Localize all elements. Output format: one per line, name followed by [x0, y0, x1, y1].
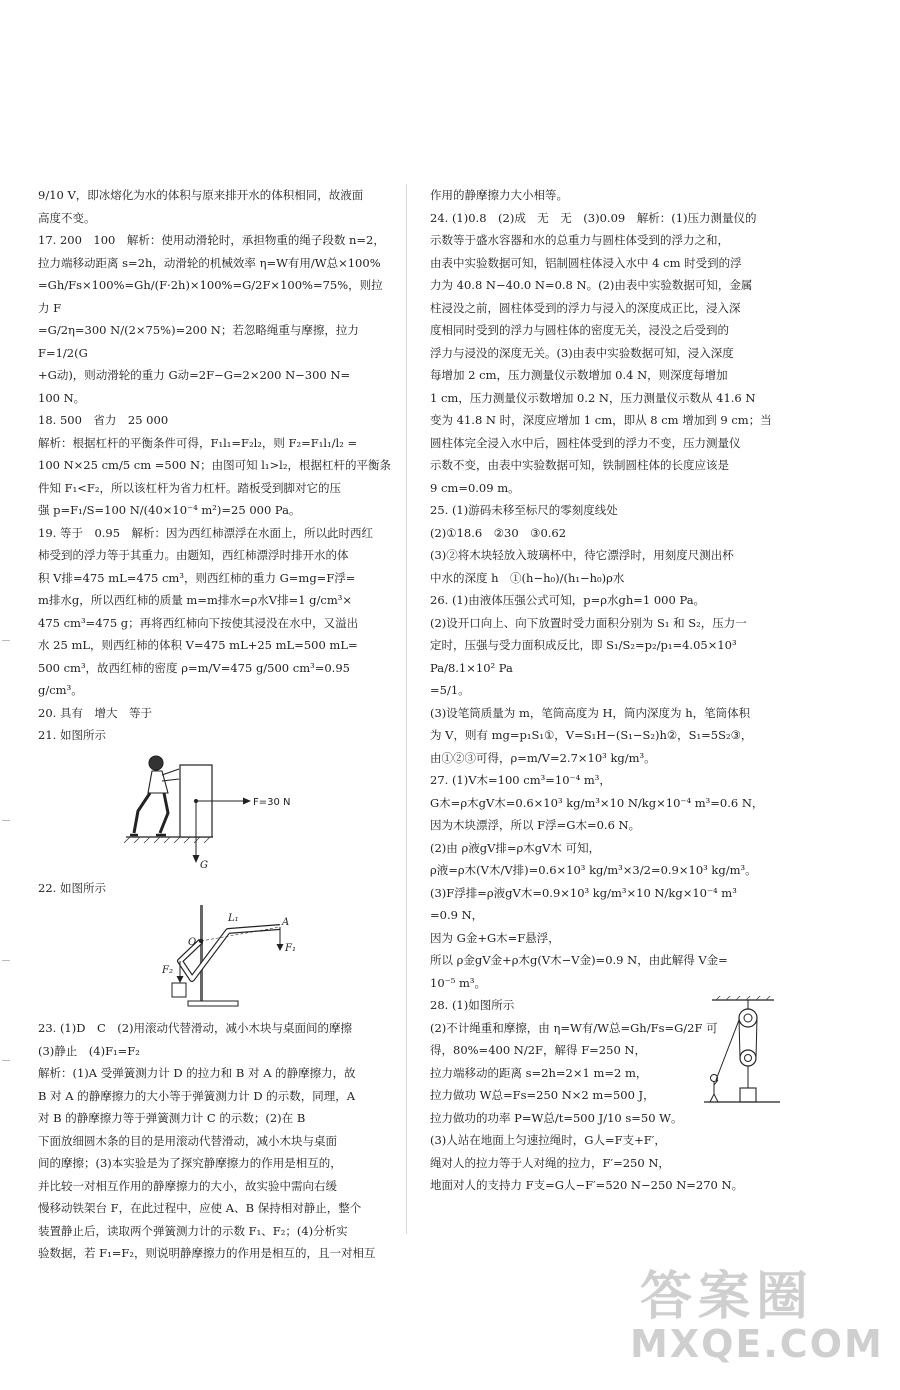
text-line: 示数等于盛水容器和水的总重力与圆柱体受到的浮力之和，	[430, 233, 729, 247]
text-line: (3)静止 (4)F₁=F₂	[38, 1043, 140, 1058]
text-line: (3)②将木块轻放入玻璃杯中，待它漂浮时，用刻度尺测出杯	[430, 548, 734, 562]
text-line: B 对 A 的静摩擦力的大小等于弹簧测力计 D 的示数，同理，A	[38, 1088, 356, 1103]
gravity-arrow-head	[193, 855, 200, 863]
text-line: 对 B 的静摩擦力等于弹簧测力计 C 的示数；(2)在 B	[38, 1111, 306, 1125]
text-line: m排水g，所以西红柿的质量 m=m排水=ρ水V排=1 g/cm³×	[38, 593, 353, 607]
text-line: 浮力与浸没的深度无关。(3)由表中实验数据可知，浸入深度	[430, 345, 734, 360]
text-line: 24. (1)0.8 (2)成 无 无 (3)0.09 解析：(1)压力测量仪的	[430, 210, 757, 225]
text-line: 件知 F₁<F₂，所以该杠杆为省力杠杆。踏板受到脚对它的压	[38, 480, 341, 495]
text-line: 18. 500 省力 25 000	[38, 413, 169, 427]
text-line: =0.9 N，	[430, 908, 484, 922]
text-line: 度相同时受到的浮力与圆柱体的密度无关，浸没之后受到的	[430, 323, 729, 337]
text-line: (3)人站在地面上匀速拉绳时，G人=F支+F′，	[430, 1133, 666, 1147]
text-line: 26. (1)由液体压强公式可知，p=ρ水gh=1 000 Pa。	[430, 593, 706, 607]
text-line: 变为 41.8 N 时，深度应增加 1 cm，即从 8 cm 增加到 9 cm；当	[430, 413, 772, 427]
text-line: =G/2η=300 N/(2×75%)=200 N；若忽略绳重与摩擦，拉力 F=1/2(G	[38, 323, 359, 360]
text-line: 21. 如图所示	[38, 728, 106, 742]
pivot-label: O	[188, 937, 197, 948]
text-line: 间的摩擦；(3)本实验是为了探究静摩擦力的作用是相互的，	[38, 1156, 342, 1170]
force-arrow-head	[243, 797, 251, 804]
binding-mark	[2, 1060, 10, 1061]
text-line: 力为 40.8 N−40.0 N=0.8 N。(2)由表中实验数据可知，金属	[430, 278, 753, 292]
text-line: 中水的深度 h ①(h−h₀)/(h₁−h₀)ρ水	[430, 570, 625, 585]
text-line: 拉力端移动距离 s=2h，动滑轮的机械效率 η=W有用/W总×100%	[38, 255, 381, 270]
text-line: 强 p=F₁/S=100 N/(40×10⁻⁴ m²)=25 000 Pa。	[38, 503, 301, 517]
watermark-url: MXQE.COM	[630, 1322, 884, 1366]
load-block	[740, 1088, 756, 1102]
text-line: 20. 具有 增大 等于	[38, 705, 152, 720]
binding-mark	[2, 820, 10, 821]
text-line: 因为 G金+G木=F悬浮，	[430, 930, 560, 945]
text-line: 9 cm=0.09 m。	[430, 480, 520, 495]
text-line: 25. (1)游码未移至标尺的零刻度线处	[430, 503, 618, 517]
text-line: (2)①18.6 ②30 ③0.62	[430, 525, 567, 540]
text-line: 解析：(1)A 受弹簧测力计 D 的拉力和 B 对 A 的静摩擦力，故	[38, 1066, 356, 1080]
figure-28-pulley-system	[702, 996, 782, 1108]
text-line: 由①②③可得，ρ=m/V=2.7×10³ kg/m³。	[430, 750, 656, 765]
rope-to-person	[716, 1020, 739, 1080]
text-line: 100 N×25 cm/5 cm =500 N；由图可知 l₁>l₂，根据杠杆的平衡条	[38, 458, 391, 472]
arm-l1-label: L₁	[228, 913, 239, 924]
f1-arrow-head	[277, 944, 284, 951]
text-line: ρ液=ρ木(V木/V排)=0.6×10³ kg/m³×3/2=0.9×10³ kg/m³。	[430, 863, 757, 877]
text-line: (2)由 ρ液gV排=ρ木gV木 可知，	[430, 840, 601, 855]
text-line: =Gh/Fs×100%=Gh/(F·2h)×100%=G/2F×100%=75%，则拉力 F	[38, 278, 383, 315]
text-line: 示数不变，由表中实验数据可知，铁制圆柱体的长度应该是	[430, 458, 729, 472]
text-line: 地面对人的支持力 F支=G人−F′=520 N−250 N=270 N。	[430, 1178, 744, 1192]
text-line: 慢移动铁架台 F，在此过程中，应使 A、B 保持相对静止，整个	[38, 1201, 362, 1215]
text-line: 1 cm，压力测量仪示数增加 0.2 N，压力测量仪示数从 41.6 N	[430, 390, 756, 405]
text-line: 并比较一对相互作用的静摩擦力的大小，故实验中需向右缓	[38, 1178, 337, 1193]
weight-block	[172, 983, 186, 997]
text-line: =5/1。	[430, 683, 470, 697]
movable-pulley	[740, 1050, 756, 1066]
stand-pole	[200, 905, 203, 1001]
text-line: 19. 等于 0.95 解析：因为西红柿漂浮在水面上，所以此时西红	[38, 525, 374, 540]
binding-mark	[2, 960, 10, 961]
figure-22	[38, 901, 393, 1011]
text-line: 柿受到的浮力等于其重力。由题知，西红柿漂浮时排开水的体	[38, 548, 349, 562]
text-line: 定时，压强与受力面积成反比，即 S₁/S₂=p₂/p₁=4.05×10³ Pa/8.1×10² Pa	[430, 638, 737, 675]
text-line: 22. 如图所示	[38, 880, 106, 895]
text-line: 拉力做功 W总=Fs=250 N×2 m=500 J，	[430, 1088, 655, 1102]
text-line: +G动)，则动滑轮的重力 G动=2F−G=2×200 N−300 N=	[38, 368, 351, 382]
text-line: 为 V，则有 mg=p₁S₁①，V=S₁H−(S₁−S₂)h②，S₁=5S₂③，	[430, 728, 753, 742]
text-line: 水 25 mL，则西红柿的体积 V=475 mL+25 mL=500 mL=	[38, 638, 358, 652]
figure-22-svg	[38, 901, 393, 1011]
watermark	[600, 1250, 890, 1380]
fixed-pulley	[739, 1009, 757, 1027]
text-line: 绳对人的拉力等于人对绳的拉力，F′=250 N，	[430, 1155, 670, 1170]
point-a-label: A	[282, 917, 290, 928]
text-line: (2)设开口向上、向下放置时受力面积分别为 S₁ 和 S₂，压力一	[430, 615, 747, 630]
force-label: F=30 N	[253, 796, 291, 808]
text-line: 500 cm³，故西红柿的密度 ρ=m/V=475 g/500 cm³=0.95 g/cm³。	[38, 660, 350, 697]
left-column	[38, 184, 393, 1265]
f2-arrow-head	[177, 976, 184, 983]
binding-mark	[2, 640, 10, 641]
text-line: 解析：根据杠杆的平衡条件可得，F₁l₁=F₂l₂，则 F₂=F₁l₁/l₂ =	[38, 435, 358, 450]
text-line: 圆柱体完全浸入水中后，圆柱体受到的浮力不变，压力测量仪	[430, 435, 741, 450]
lever-body	[180, 927, 280, 979]
text-line: 高度不变。	[38, 210, 96, 225]
stand-base	[188, 1001, 238, 1006]
gravity-label: G	[200, 859, 208, 871]
boy-pushing-icon	[130, 756, 179, 835]
left-text-block	[38, 184, 393, 747]
text-line: G木=ρ木gV木=0.6×10³ kg/m³×10 N/kg×10⁻⁴ m³=0.6 N，	[430, 795, 764, 810]
figure-21-svg	[38, 749, 393, 871]
text-line: 柱浸没之前，圆柱体受到的浮力与浸入的深度成正比，浸入深	[430, 300, 741, 315]
text-line: 验数据，若 F₁=F₂，则说明静摩擦力的作用是相互的，且一对相互	[38, 1246, 376, 1260]
rope	[739, 1018, 740, 1058]
text-line: 得，80%=400 N/2F，解得 F=250 N，	[430, 1043, 646, 1057]
figure-21	[38, 749, 393, 871]
text-line: 23. (1)D C (2)用滚动代替滑动，减小木块与桌面间的摩擦	[38, 1021, 353, 1035]
text-line: (3)设笔筒质量为 m，笔筒高度为 H，筒内深度为 h，笔筒体积	[430, 705, 751, 720]
text-line: 因为木块漂浮，所以 F浮=G木=0.6 N。	[430, 818, 641, 832]
left-text-block-3	[38, 1017, 393, 1265]
watermark-text: 答案圈	[640, 1267, 815, 1327]
text-line: 100 N。	[38, 390, 86, 405]
ground-hatching	[124, 837, 210, 843]
f1-label: F₁	[285, 943, 296, 954]
text-line: 拉力端移动的距离 s=2h=2×1 m=2 m，	[430, 1065, 648, 1080]
text-line: 9/10 V，即冰熔化为水的体积与原来排开水的体积相同，故液面	[38, 188, 364, 202]
text-line: 10⁻⁵ m³。	[430, 975, 486, 990]
text-line: 积 V排=475 mL=475 cm³，则西红柿的重力 G=mg=F浮=	[38, 570, 356, 585]
left-text-block-2	[38, 877, 393, 900]
text-line: 装置静止后，读取两个弹簧测力计的示数 F₁、F₂；(4)分析实	[38, 1223, 348, 1238]
text-line: (2)不计绳重和摩擦，由 η=W有/W总=Gh/Fs=G/2F 可	[430, 1020, 718, 1035]
text-line: (3)F浮排=ρ液gV木=0.9×10³ kg/m³×10 N/kg×10⁻⁴ m³	[430, 885, 737, 900]
text-line: 所以 ρ金gV金+ρ木g(V木−V金)=0.9 N，由此解得 V金=	[430, 953, 728, 967]
text-line: 下面放细圆木条的目的是用滚动代替滑动，减小木块与桌面	[38, 1133, 337, 1148]
text-line: 拉力做功的功率 P=W总/t=500 J/10 s=50 W。	[430, 1110, 683, 1125]
text-line: 17. 200 100 解析：使用动滑轮时，承担物重的绳子段数 n=2，	[38, 233, 385, 247]
column-divider	[406, 184, 407, 1234]
text-line: 27. (1)V木=100 cm³=10⁻⁴ m³，	[430, 773, 611, 787]
f2-label: F₂	[162, 965, 173, 976]
text-line: 作用的静摩擦力大小相等。	[430, 188, 568, 202]
text-line: 每增加 2 cm，压力测量仪示数增加 0.4 N，则深度每增加	[430, 368, 728, 382]
text-line: 475 cm³=475 g；再将西红柿向下按使其浸没在水中，又溢出	[38, 615, 359, 630]
text-line: 28. (1)如图所示	[430, 998, 515, 1012]
text-line: 由表中实验数据可知，铝制圆柱体浸入水中 4 cm 时受到的浮	[430, 255, 742, 270]
